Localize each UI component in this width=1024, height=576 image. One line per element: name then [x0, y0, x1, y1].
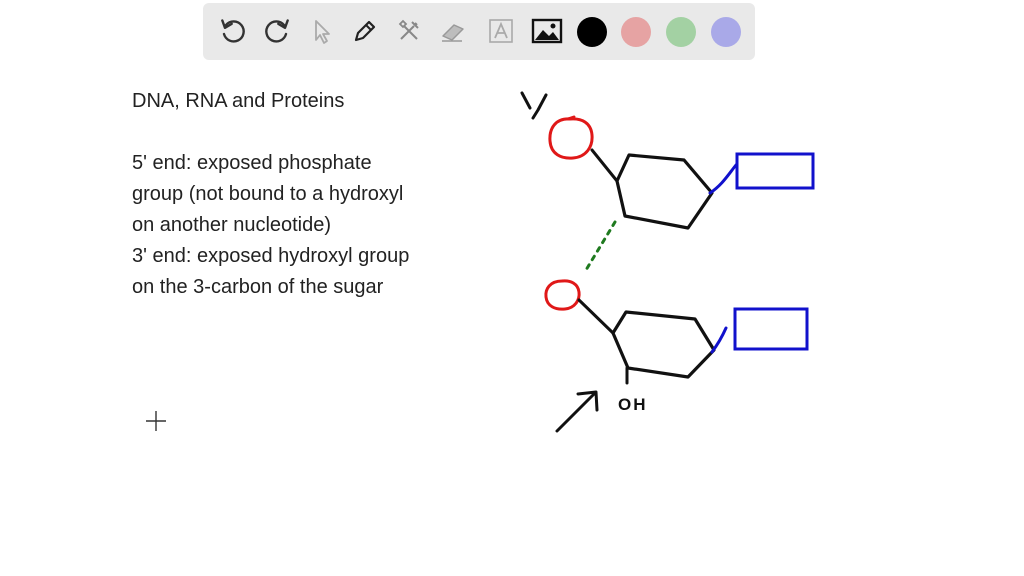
eraser-icon — [438, 16, 468, 46]
select-tool-button[interactable] — [304, 14, 338, 48]
crosshair-cursor-icon — [145, 410, 167, 432]
notes-line: group (not bound to a hydroxyl — [132, 183, 404, 205]
image-tool-button[interactable] — [530, 14, 564, 48]
top-phosphate-circle — [550, 117, 592, 158]
select-pointer-icon — [306, 16, 336, 46]
notes-title: DNA, RNA and Proteins — [132, 90, 345, 112]
color-swatch-green[interactable] — [666, 17, 696, 47]
text-box-icon — [486, 16, 516, 46]
bottom-sugar-ring — [613, 312, 714, 377]
top-base-bond — [710, 165, 736, 193]
drawing-toolbar — [203, 3, 755, 60]
top-base-box — [737, 154, 813, 188]
notes-line: on another nucleotide) — [132, 214, 332, 236]
image-icon — [531, 16, 563, 46]
color-swatch-red[interactable] — [621, 17, 651, 47]
phosphodiester-link — [586, 222, 615, 270]
text-tool-button[interactable] — [484, 14, 518, 48]
notes-line: 3' end: exposed hydroxyl group — [132, 245, 410, 267]
tools-button[interactable] — [392, 14, 426, 48]
hydroxyl-label: OH — [618, 395, 648, 414]
notes-line: on the 3-carbon of the sugar — [132, 276, 384, 298]
tools-icon — [394, 16, 424, 46]
notes-line: 5' end: exposed phosphate — [132, 152, 372, 174]
eraser-tool-button[interactable] — [436, 14, 470, 48]
bottom-base-box — [735, 309, 807, 349]
color-swatch-blue[interactable] — [711, 17, 741, 47]
redo-button[interactable] — [260, 14, 294, 48]
bottom-base-bond — [712, 328, 726, 352]
notes-blank-line — [132, 117, 492, 148]
top-phosphate-bond — [592, 150, 617, 181]
top-sugar-ring — [617, 155, 712, 228]
undo-icon — [218, 16, 248, 46]
color-swatch-black[interactable] — [577, 17, 607, 47]
undo-button[interactable] — [216, 14, 250, 48]
pen-icon — [350, 16, 380, 46]
pen-tool-button[interactable] — [348, 14, 382, 48]
bottom-phosphate-bond — [579, 300, 613, 333]
bottom-phosphate-circle — [546, 281, 579, 309]
five-prime-label-mark — [522, 93, 546, 118]
notes-text-block — [132, 86, 492, 303]
three-prime-arrow — [557, 392, 597, 431]
redo-icon — [262, 16, 292, 46]
